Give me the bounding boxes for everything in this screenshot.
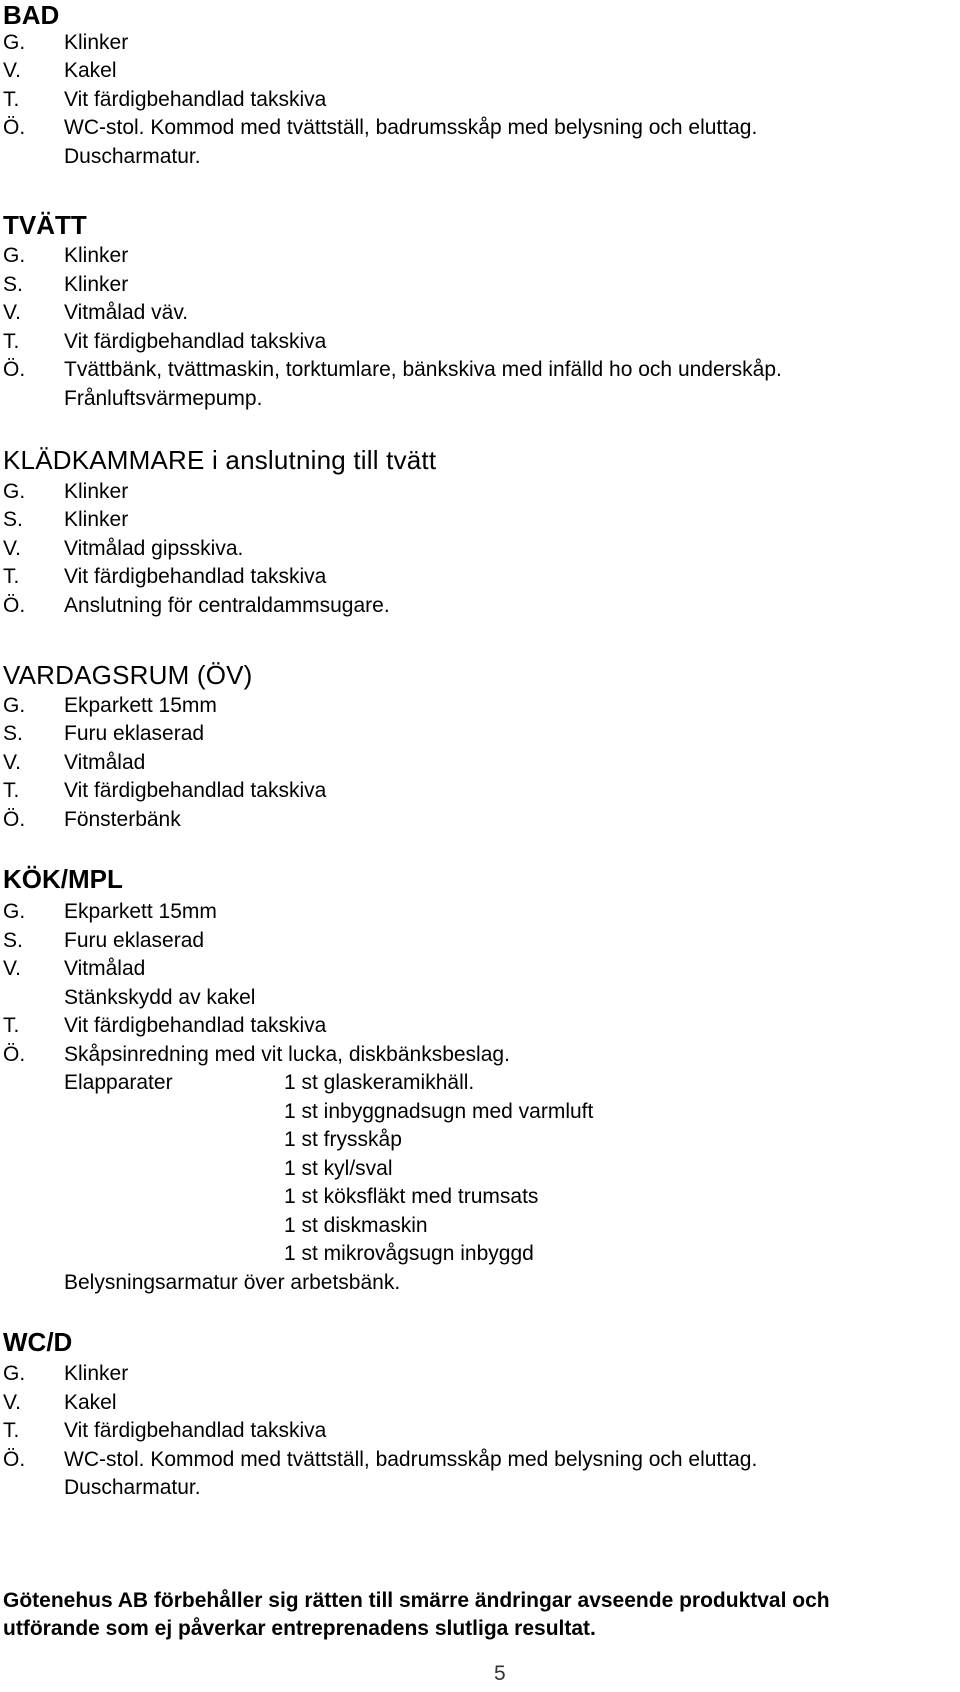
row-value: Vitmålad väv.	[64, 301, 189, 324]
row-label: T.	[3, 330, 20, 353]
row-label: S.	[3, 722, 23, 745]
row-value: Vit färdigbehandlad takskiva	[64, 1014, 327, 1037]
row-value: Ekparkett 15mm	[64, 694, 217, 717]
section-title-kladkammare: KLÄDKAMMARE i anslutning till tvätt	[3, 445, 437, 475]
row-label: T.	[3, 88, 20, 111]
page-number: 5	[494, 1662, 506, 1685]
row-label: Ö.	[3, 594, 26, 617]
row-value: Vit färdigbehandlad takskiva	[64, 565, 327, 588]
row-label: S.	[3, 273, 23, 296]
row-label: G.	[3, 31, 26, 54]
row-label: T.	[3, 1419, 20, 1442]
appliance-item: 1 st kyl/sval	[284, 1157, 393, 1180]
row-value: WC-stol. Kommod med tvättställ, badrumsskåp med belysning och eluttag.	[64, 1448, 758, 1471]
row-label: V.	[3, 957, 21, 980]
row-value: Vit färdigbehandlad takskiva	[64, 330, 327, 353]
row-label: S.	[3, 929, 23, 952]
row-value: Vitmålad	[64, 957, 146, 980]
row-value: Kakel	[64, 59, 117, 82]
appliance-item: 1 st inbyggnadsugn med varmluft	[284, 1100, 594, 1123]
row-value: Kakel	[64, 1391, 117, 1414]
row-value: Vit färdigbehandlad takskiva	[64, 779, 327, 802]
row-value: Ekparkett 15mm	[64, 900, 217, 923]
section-title-wcd: WC/D	[3, 1327, 73, 1357]
row-label: V.	[3, 301, 21, 324]
row-label: G.	[3, 480, 26, 503]
row-label: T.	[3, 1014, 20, 1037]
footer-disclaimer-line2: utförande som ej påverkar entreprenadens slutliga resultat.	[3, 1617, 596, 1640]
row-label: G.	[3, 244, 26, 267]
row-value: Fönsterbänk	[64, 808, 181, 831]
appliance-item: 1 st glaskeramikhäll.	[284, 1071, 475, 1094]
row-value: Klinker	[64, 480, 129, 503]
row-value: Klinker	[64, 244, 129, 267]
lighting-note: Belysningsarmatur över arbetsbänk.	[64, 1271, 401, 1294]
row-value: Vitmålad gipsskiva.	[64, 537, 244, 560]
row-label: Ö.	[3, 1448, 26, 1471]
row-value: Klinker	[64, 31, 129, 54]
row-value: Tvättbänk, tvättmaskin, torktumlare, bänkskiva med infälld ho och underskåp.	[64, 358, 782, 381]
row-value: Furu eklaserad	[64, 929, 205, 952]
row-label: Ö.	[3, 116, 26, 139]
row-value: Klinker	[64, 273, 129, 296]
section-title-kok: KÖK/MPL	[3, 864, 123, 894]
row-label: V.	[3, 537, 21, 560]
row-label: G.	[3, 694, 26, 717]
row-value: Vitmålad	[64, 751, 146, 774]
appliance-item: 1 st frysskåp	[284, 1128, 402, 1151]
row-label: V.	[3, 1391, 21, 1414]
row-value: Vit färdigbehandlad takskiva	[64, 88, 327, 111]
section-title-vardagsrum: VARDAGSRUM (ÖV)	[3, 660, 253, 690]
footer-disclaimer-line1: Götenehus AB förbehåller sig rätten till smärre ändringar avseende produktval och	[3, 1589, 830, 1612]
row-value: Klinker	[64, 508, 129, 531]
row-value: Skåpsinredning med vit lucka, diskbänksbeslag.	[64, 1043, 510, 1066]
row-label: S.	[3, 508, 23, 531]
row-value: Furu eklaserad	[64, 722, 205, 745]
appliance-item: 1 st mikrovågsugn inbyggd	[284, 1242, 534, 1265]
row-continuation: Frånluftsvärmepump.	[64, 387, 263, 410]
section-title-bad: BAD	[3, 0, 60, 30]
row-label: V.	[3, 751, 21, 774]
row-label: G.	[3, 900, 26, 923]
row-label: G.	[3, 1362, 26, 1385]
appliance-item: 1 st diskmaskin	[284, 1214, 428, 1237]
row-continuation: Duscharmatur.	[64, 145, 201, 168]
appliances-label: Elapparater	[64, 1071, 173, 1094]
row-label: Ö.	[3, 1043, 26, 1066]
appliance-item: 1 st köksfläkt med trumsats	[284, 1185, 539, 1208]
row-value: Vit färdigbehandlad takskiva	[64, 1419, 327, 1442]
row-value: WC-stol. Kommod med tvättställ, badrumsskåp med belysning och eluttag.	[64, 116, 758, 139]
row-value: Klinker	[64, 1362, 129, 1385]
row-label: Ö.	[3, 358, 26, 381]
row-label: T.	[3, 565, 20, 588]
row-label: Ö.	[3, 808, 26, 831]
section-title-tvatt: TVÄTT	[3, 210, 87, 240]
row-continuation: Stänkskydd av kakel	[64, 986, 256, 1009]
row-label: V.	[3, 59, 21, 82]
row-label: T.	[3, 779, 20, 802]
row-value: Anslutning för centraldammsugare.	[64, 594, 390, 617]
row-continuation: Duscharmatur.	[64, 1476, 201, 1499]
